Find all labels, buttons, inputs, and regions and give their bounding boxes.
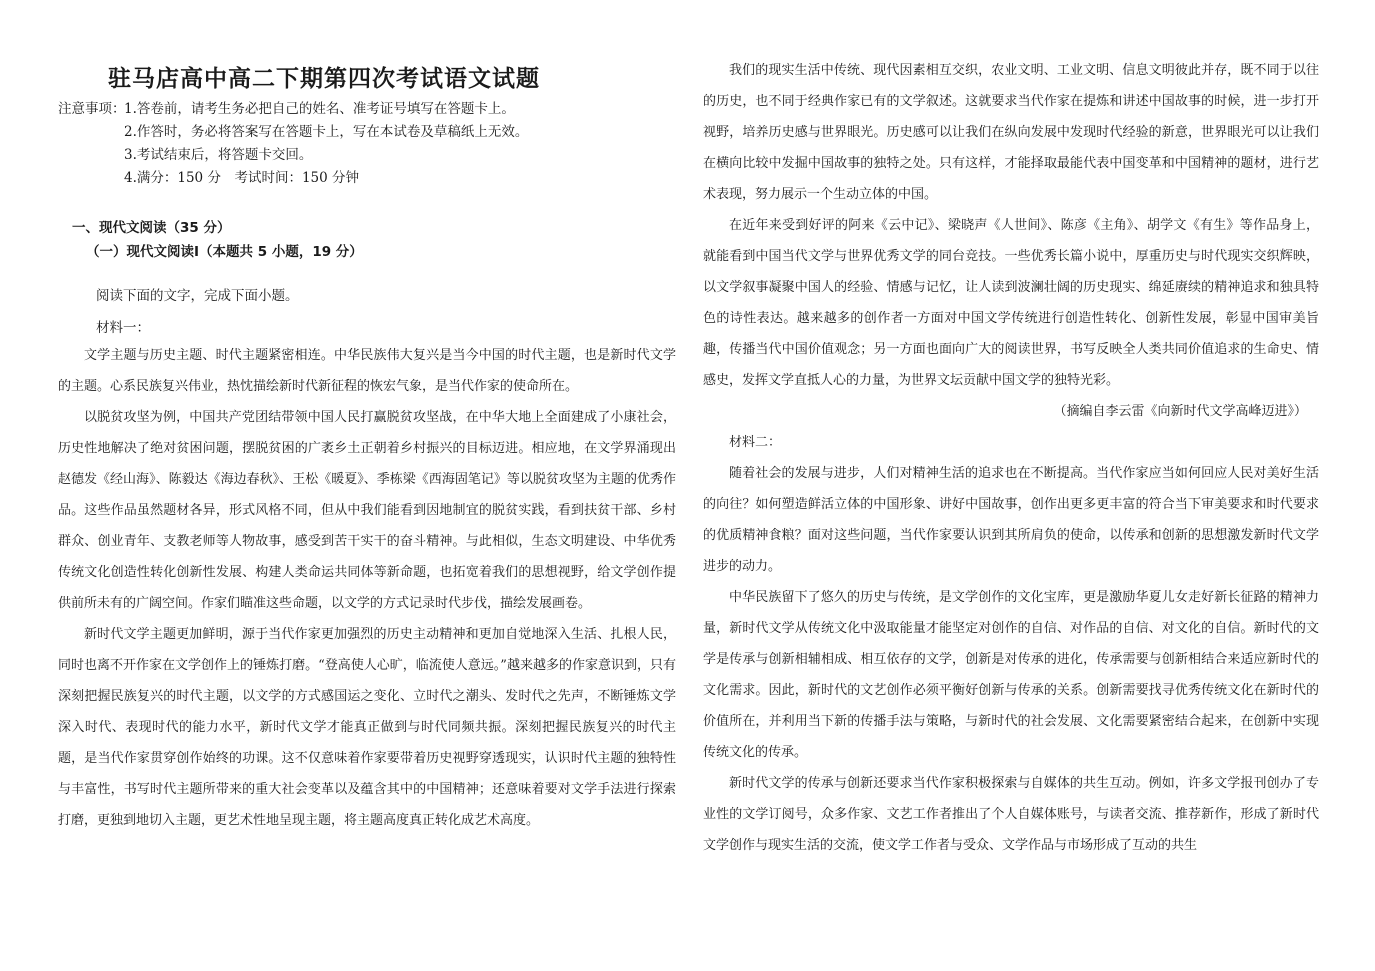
section-subheading: （一）现代文阅读Ⅰ（本题共 5 小题，19 分） xyxy=(86,244,363,260)
paragraph: 以脱贫攻坚为例，中国共产党团结带领中国人民打赢脱贫攻坚战，在中华大地上全面建成了小康社会，历史性地解决了绝对贫困问题，摆脱贫困的广袤乡土正朝着乡村振兴的目标迈进。相应地，在文学界涌现出赵德发《经山海》、陈毅达《海边春秋》、王松《暖夏》、季栋梁《西海固笔记》等以脱贫攻坚为主题的优秀作品。这些作品虽然题材各异，形式风格不同，但从中我们能看到因地制宜的脱贫实践，看到扶贫干部、乡村群众、创业青年、支教老师等人物故事，感受到苦干实干的奋斗精神。与此相似，生态文明建设、中华优秀传统文化创造性转化创新性发展、构建人类命运共同体等新命题，也拓宽着我们的思想视野，给文学创作提供前所未有的广阔空间。作家们瞄准这些命题，以文学的方式记录时代步伐，描绘发展画卷。 xyxy=(58,410,676,611)
paragraph: 文学主题与历史主题、时代主题紧密相连。中华民族伟大复兴是当今中国的时代主题，也是新时代文学的主题。心系民族复兴伟业，热忱描绘新时代新征程的恢宏气象，是当代作家的使命所在。 xyxy=(58,348,676,394)
paragraph: 新时代文学的传承与创新还要求当代作家积极探索与自媒体的共生互动。例如，许多文学报刊创办了专业性的文学订阅号，众多作家、文艺工作者推出了个人自媒体账号，与读者交流、推荐新作，形成了新时代文学创作与现实生活的交流，使文学工作者与受众、文学作品与市场形成了互动的共生 xyxy=(703,776,1319,853)
paragraph: 中华民族留下了悠久的历史与传统，是文学创作的文化宝库，更是激励华夏儿女走好新长征路的精神力量，新时代文学从传统文化中汲取能量才能坚定对创作的自信、对作品的自信、对文化的自信。新时代的文学是传承与创新相辅相成、相互依存的文学，创新是对传承的进化，传承需要与创新相结合来适应新时代的文化需求。因此，新时代的文艺创作必须平衡好创新与传承的关系。创新需要找寻优秀传统文化在新时代的价值所在，并利用当下新的传播手法与策略，与新时代的社会发展、文化需要紧密结合起来，在创新中实现传统文化的传承。 xyxy=(703,590,1319,760)
paragraph: 在近年来受到好评的阿来《云中记》、梁晓声《人世间》、陈彦《主角》、胡学文《有生》等作品身上，就能看到中国当代文学与世界优秀文学的同台竞技。一些优秀长篇小说中，厚重历史与时代现实交织辉映，以文学叙事凝聚中国人的经验、情感与记忆，让人读到波澜壮阔的历史现实、绵延赓续的精神追求和独具特色的诗性表达。越来越多的创作者一方面对中国文学传统进行创造性转化、创新性发展，彰显中国审美旨趣，传播当代中国价值观念；另一方面也面向广大的阅读世界，书写反映全人类共同价值追求的生命史、情感史，发挥文学直抵人心的力量，为世界文坛贡献中国文学的独特光彩。 xyxy=(703,218,1319,388)
notes-item: 1.答卷前，请考生务必把自己的姓名、准考证号填写在答题卡上。 xyxy=(124,101,515,117)
notes-item: 3.考试结束后，将答题卡交回。 xyxy=(124,147,313,163)
material2-label: 材料二： xyxy=(729,435,782,450)
left-column-body xyxy=(58,340,676,836)
notes-item: 2.作答时，务必将答案写在答题卡上，写在本试卷及草稿纸上无效。 xyxy=(124,124,529,140)
paragraph: 新时代文学主题更加鲜明，源于当代作家更加强烈的历史主动精神和更加自觉地深入生活、扎根人民，同时也离不开作家在文学创作上的锤炼打磨。“登高使人心旷，临流使人意远。”越来越多的作家意识到，只有深刻把握民族复兴的时代主题，以文学的方式感国运之变化、立时代之潮头、发时代之先声，不断锤炼文学深入时代、表现时代的能力水平，新时代文学才能真正做到与时代同频共振。深刻把握民族复兴的时代主题，是当代作家贯穿创作始终的功课。这不仅意味着作家要带着历史视野穿透现实，认识时代主题的独特性与丰富性，书写时代主题所带来的重大社会变革以及蕴含其中的中国精神；还意味着要对文学手法进行探索打磨，更独到地切入主题，更艺术性地呈现主题，将主题高度真正转化成艺术高度。 xyxy=(58,627,676,828)
instruction-text: 阅读下面的文字，完成下面小题。 xyxy=(96,288,299,304)
material1-label: 材料一： xyxy=(96,320,150,336)
paragraph: 我们的现实生活中传统、现代因素相互交织，农业文明、工业文明、信息文明彼此并存，既不同于以往的历史，也不同于经典作家已有的文学叙述。这就要求当代作家在提炼和讲述中国故事的时候，进一步打开视野，培养历史感与世界眼光。历史感可以让我们在纵向发展中发现时代经验的新意，世界眼光可以让我们在横向比较中发掘中国故事的独特之处。只有这样，才能择取最能代表中国变革和中国精神的题材，进行艺术表现，努力展示一个生动立体的中国。 xyxy=(703,63,1319,202)
section-heading: 一、现代文阅读（35 分） xyxy=(72,220,231,236)
right-column-body xyxy=(703,55,1319,861)
paragraph: 随着社会的发展与进步，人们对精神生活的追求也在不断提高。当代作家应当如何回应人民对美好生活的向往？如何塑造鲜活立体的中国形象、讲好中国故事，创作出更多更丰富的符合当下审美要求和时代要求的优质精神食粮？面对这些问题，当代作家要认识到其所肩负的使命，以传承和创新的思想激发新时代文学进步的动力。 xyxy=(703,466,1319,574)
source-note: （摘编自李云雷《向新时代文学高峰迈进》） xyxy=(1053,404,1307,419)
page-title: 驻马店高中高二下期第四次考试语文试题 xyxy=(108,66,540,92)
notes-label: 注意事项： xyxy=(58,101,126,117)
notes-item: 4.满分：150 分 考试时间：150 分钟 xyxy=(124,170,359,186)
notes-block xyxy=(58,98,658,190)
